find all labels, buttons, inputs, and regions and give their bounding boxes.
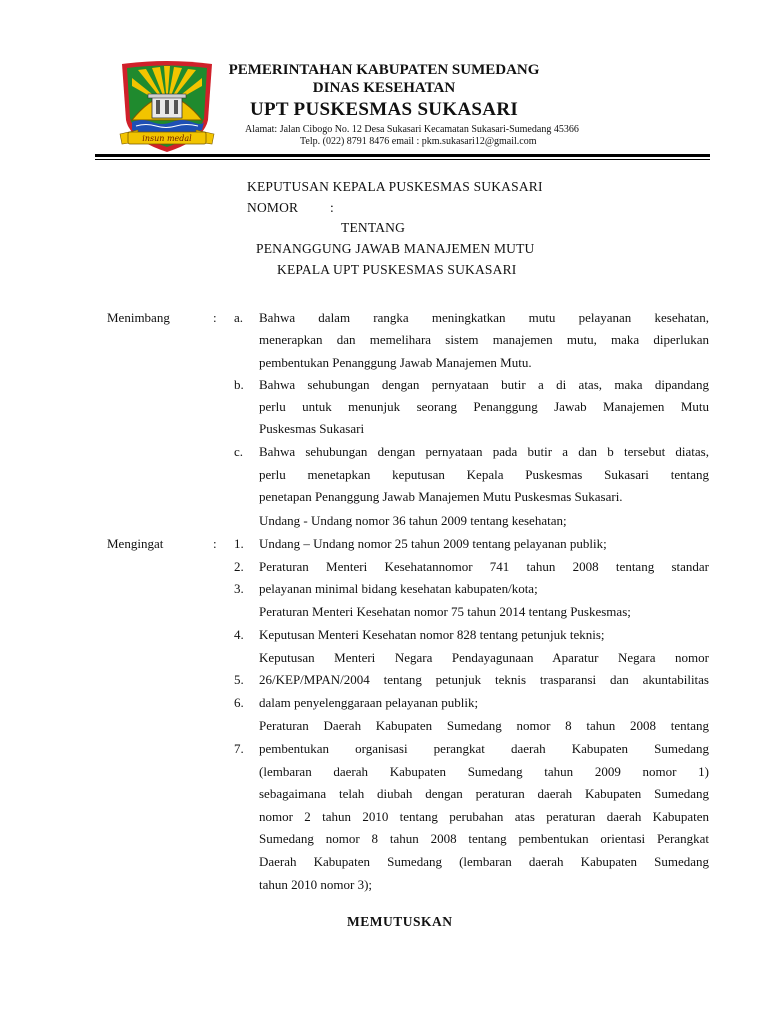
memutuskan-heading: MEMUTUSKAN: [347, 914, 453, 929]
mengingat-marker-6: 6.: [234, 695, 244, 710]
header-puskesmas: UPT PUSKESMAS SUKASARI: [249, 99, 519, 120]
header-address: Alamat: Jalan Cibogo No. 12 Desa Sukasari Kecamatan Sukasari-Sumedang 45366: [245, 124, 579, 135]
tentang-label: TENTANG: [341, 220, 406, 235]
logo-ribbon-text: insun medal: [142, 134, 192, 143]
mengingat-marker-2: 2.: [234, 559, 244, 574]
mengingat-marker-5: 5.: [234, 672, 244, 687]
mengingat-line: (lembaran daerah Kabupaten Sumedang tahun 2009 nomor 1): [259, 764, 709, 779]
menimbang-item-c-line-3: penetapan Penanggung Jawab Manajemen Mutu Puskesmas Sukasari.: [259, 489, 623, 504]
mengingat-line: Sumedang nomor 8 tahun 2008 tentang pembentukan orientasi Perangkat: [259, 831, 709, 846]
header-rule-thin: [95, 159, 710, 160]
menimbang-item-a-line-3: pembentukan Penanggung Jawab Manajemen Mutu.: [259, 355, 532, 370]
mengingat-line: nomor 2 tahun 2010 tentang perubahan atas peraturan daerah Kabupaten: [259, 809, 709, 824]
menimbang-marker-c: c.: [234, 444, 244, 459]
mengingat-line: 26/KEP/MPAN/2004 tentang petunjuk teknis trasparansi dan akuntabilitas: [259, 672, 709, 687]
subject-line-2: KEPALA UPT PUSKESMAS SUKASARI: [277, 262, 517, 277]
mengingat-line: Peraturan Daerah Kabupaten Sumedang nomor 8 tahun 2008 tentang: [259, 718, 709, 733]
menimbang-label: Menimbang: [107, 310, 170, 325]
mengingat-label: Mengingat: [107, 536, 164, 551]
mengingat-line: Keputusan Menteri Negara Pendayagunaan Aparatur Negara nomor: [259, 650, 709, 665]
mengingat-marker-4: 4.: [234, 627, 244, 642]
mengingat-line: Keputusan Menteri Kesehatan nomor 828 tentang petunjuk teknis;: [259, 627, 605, 642]
mengingat-line: pelayanan minimal bidang kesehatan kabupaten/kota;: [259, 581, 538, 596]
menimbang-item-a-line-2: menerapkan dan memelihara sistem manajemen mutu, maka diperlukan: [259, 332, 709, 347]
mengingat-colon: :: [213, 536, 217, 551]
mengingat-marker-7: 7.: [234, 741, 244, 756]
menimbang-marker-a: a.: [234, 310, 244, 325]
menimbang-marker-b: b.: [234, 377, 244, 392]
menimbang-item-b-line-2: perlu untuk menunjuk seorang Penanggung Jawab Manajemen Mutu: [259, 399, 709, 414]
mengingat-line: Daerah Kabupaten Sumedang (lembaran daerah Kabupaten Sumedang: [259, 854, 709, 869]
subject-line-1: PENANGGUNG JAWAB MANAJEMEN MUTU: [256, 241, 535, 256]
mengingat-line: dalam penyelenggaraan pelayanan publik;: [259, 695, 479, 710]
mengingat-line: Peraturan Menteri Kesehatan nomor 75 tahun 2014 tentang Puskesmas;: [259, 604, 631, 619]
header-dinas: DINAS KESEHATAN: [312, 80, 456, 96]
menimbang-item-c-line-1: Bahwa sehubungan dengan pernyataan pada butir a dan b tersebut diatas,: [259, 444, 709, 459]
menimbang-item-b-line-1: Bahwa sehubungan dengan pernyataan butir a di atas, maka dipandang: [259, 377, 709, 392]
header-contact: Telp. (022) 8791 8476 email : pkm.sukasari12@gmail.com: [300, 136, 537, 147]
nomor-colon: :: [330, 200, 334, 215]
header-rule-thick: [95, 154, 710, 157]
decree-title: KEPUTUSAN KEPALA PUSKESMAS SUKASARI: [247, 179, 543, 194]
menimbang-item-b-line-3: Puskesmas Sukasari: [259, 421, 365, 436]
mengingat-marker-1: 1.: [234, 536, 244, 551]
mengingat-line: pembentukan organisasi perangkat daerah Kabupaten Sumedang: [259, 741, 709, 756]
mengingat-line: Undang – Undang nomor 25 tahun 2009 tentang pelayanan publik;: [259, 536, 607, 551]
nomor-label: NOMOR: [247, 200, 299, 215]
mengingat-line: Peraturan Menteri Kesehatannomor 741 tahun 2008 tentang standar: [259, 559, 709, 574]
mengingat-line: tahun 2010 nomor 3);: [259, 877, 373, 892]
menimbang-item-c-line-2: perlu menetapkan keputusan Kepala Puskesmas Sukasari tentang: [259, 467, 709, 482]
menimbang-colon: :: [213, 310, 217, 325]
mengingat-marker-3: 3.: [234, 581, 244, 596]
menimbang-item-a-line-1: Bahwa dalam rangka meningkatkan mutu pelayanan kesehatan,: [259, 310, 709, 325]
header-government: PEMERINTAHAN KABUPATEN SUMEDANG: [228, 62, 540, 78]
menimbang-trailing-line: Undang - Undang nomor 36 tahun 2009 tentang kesehatan;: [259, 513, 567, 528]
mengingat-line: sebagaimana telah diubah dengan peraturan daerah Kabupaten Sumedang: [259, 786, 709, 801]
